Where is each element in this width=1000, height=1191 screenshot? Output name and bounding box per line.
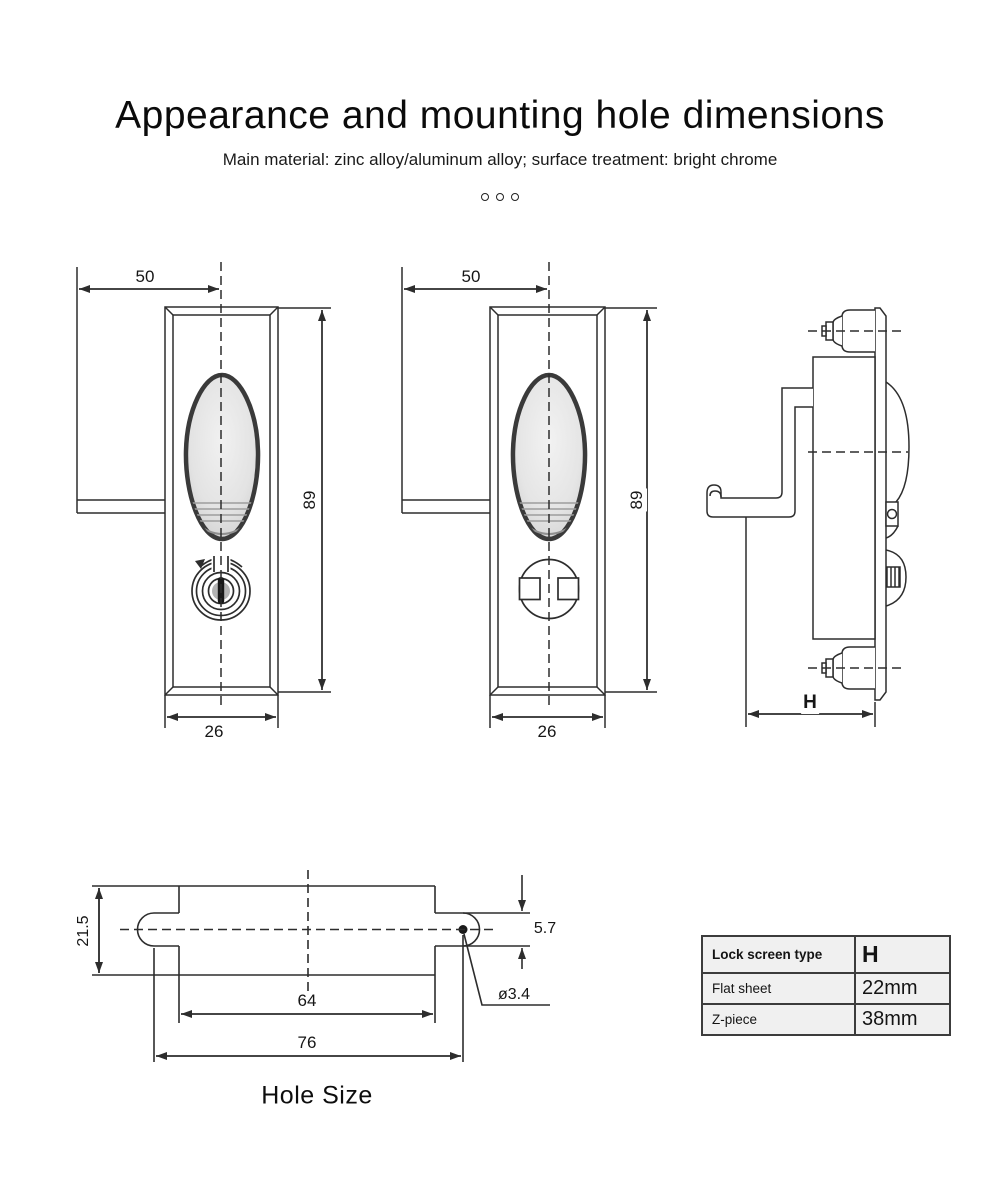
lock-body [813, 357, 875, 639]
cylinder-knob-profile [886, 550, 906, 606]
button-profile [886, 382, 909, 538]
hole-outline [92, 886, 530, 975]
dim-label-width-bottom-mid: 26 [537, 722, 557, 741]
dim-label-outer-width: 76 [297, 1033, 317, 1052]
dim-label-hole-height: 21.5 [75, 915, 92, 947]
table-row [703, 972, 854, 1003]
hole-size-caption: Hole Size [261, 1081, 373, 1110]
table-row-value-cell [854, 972, 949, 1003]
carousel-dot[interactable] [511, 193, 519, 201]
dim-label-height-mid: 89 [627, 490, 646, 510]
dim-label-slot-height: 5.7 [533, 920, 557, 937]
table-row [703, 1003, 854, 1034]
spec-table [701, 935, 951, 1036]
carousel-dots [0, 193, 1000, 201]
faceplate-edge [875, 308, 886, 700]
table-row-value: 22mm [862, 977, 918, 999]
dim-label-inner-width: 64 [297, 991, 317, 1010]
table-header-label: Lock screen type [712, 947, 823, 962]
dim-label-width-bottom-left: 26 [204, 722, 224, 741]
carousel-dot[interactable] [481, 193, 489, 201]
dim-label-width-top-left: 50 [135, 267, 155, 286]
table-row-label: Flat sheet [712, 981, 772, 996]
table-header-value: H [862, 941, 879, 967]
dim-label-width-top-mid: 50 [461, 267, 481, 286]
table-row-value: 38mm [862, 1008, 918, 1030]
table-row-label: Z-piece [712, 1012, 758, 1027]
z-bracket [707, 388, 813, 517]
page-title: Appearance and mounting hole dimensions [115, 94, 885, 137]
table-row-value-cell [854, 1003, 949, 1034]
page-subtitle: Main material: zinc alloy/aluminum alloy; surface treatment: bright chrome [222, 150, 778, 169]
dim-label-hole-diameter: ø3.4 [497, 986, 531, 1003]
table-header-value-cell [854, 937, 949, 972]
dim-label-height-left: 89 [300, 490, 319, 510]
carousel-dot[interactable] [496, 193, 504, 201]
side-view [690, 295, 970, 740]
dim-label-depth-H: H [803, 692, 817, 713]
oval-button [186, 375, 258, 539]
table-header-label-cell [703, 937, 854, 972]
